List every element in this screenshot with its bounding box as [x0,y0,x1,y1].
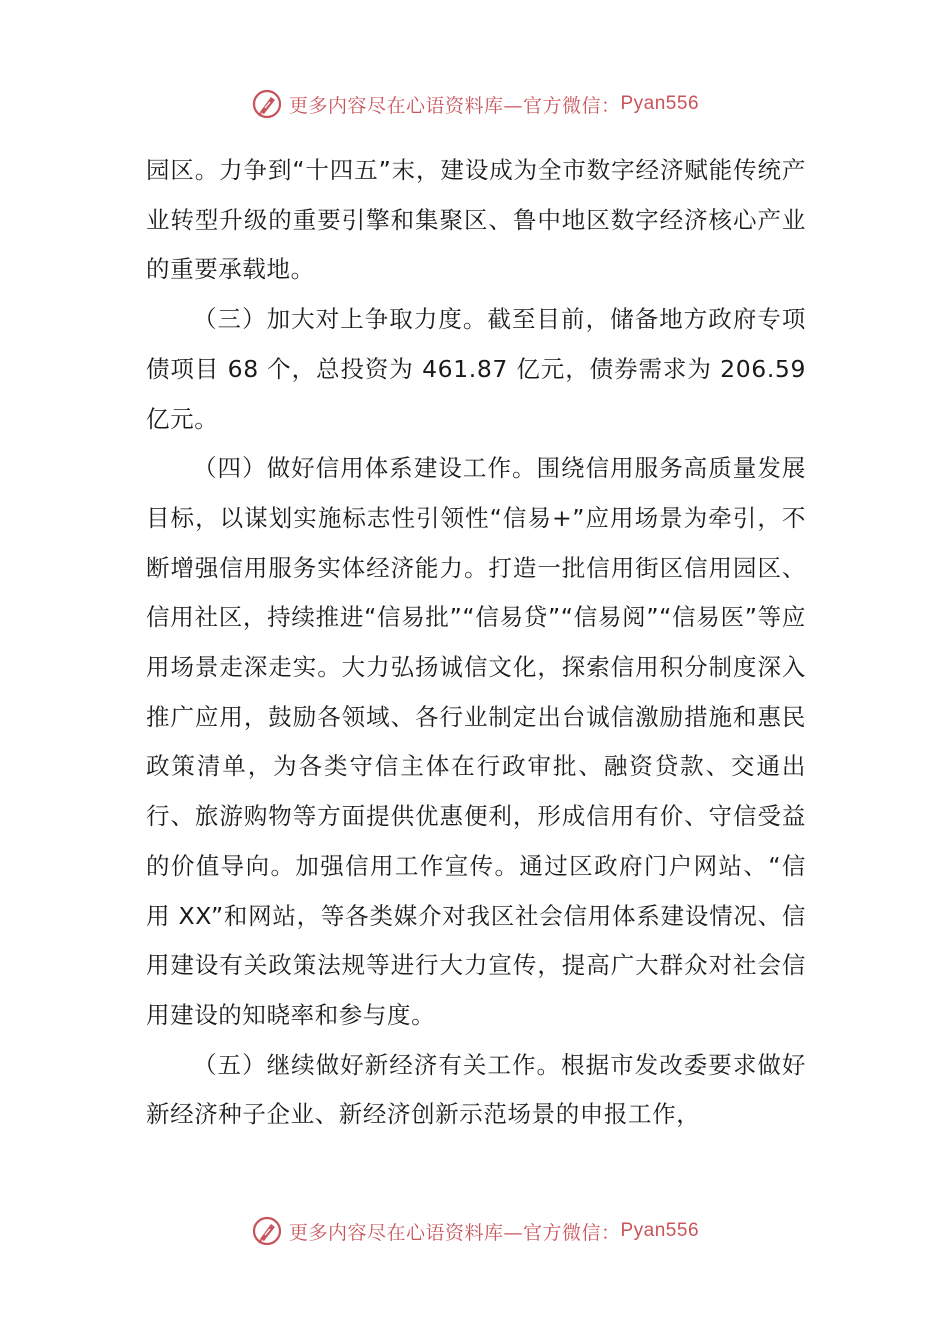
header-banner-text: 更多内容尽在心语资料库—官方微信： [288,94,621,117]
paragraph-4: （五）继续做好新经济有关工作。根据市发改委要求做好新经济种子企业、新经济创新示范场景的申报工作， [146,1050,806,1129]
header-banner [0,84,950,124]
footer-banner [0,1211,950,1251]
pen-nib-logo-icon [251,1215,283,1247]
footer-banner-text: 更多内容尽在心语资料库—官方微信： [288,1221,621,1244]
pen-nib-logo-icon [251,88,283,120]
paragraph-1: 园区。力争到“十四五”末，建设成为全市数字经济赋能传统产业转型升级的重要引擎和集聚区、鲁中地区数字经济核心产业的重要承载地。 [146,156,806,284]
header-banner-wechat-id: Pyan556 [620,93,700,114]
paragraph-2: （三）加大对上争取力度。截至目前，储备地方政府专项债项目 68 个，总投资为 461.87 亿元，债券需求为 206.59 亿元。 [146,305,806,433]
paragraph-3: （四）做好信用体系建设工作。围绕信用服务高质量发展目标，以谋划实施标志性引领性“信易+”应用场景为牵引，不断增强信用服务实体经济能力。打造一批信用街区信用园区、信用社区，持续推进“信易批”“信易贷”“信易阅”“信易医”等应用场景走深走实。大力弘扬诚信文化，探索信用积分制度深入推广应用，鼓励各领域、各行业制定出台诚信激励措施和惠民政策清单，为各类守信主体在行政审批、融资贷款、交通出行、旅游购物等方面提供优惠便利，形成信用有价、守信受益的价值导向。加强信用工作宣传。通过区政府门户网站、“信用 XX”和网站，等各类媒介对我区社会信用体系建设情况、信用建设有关政策法规等进行大力宣传，提高广大群众对社会信用建设的知晓率和参与度。 [146,454,806,1029]
document-body [146,146,806,1140]
footer-banner-wechat-id: Pyan556 [620,1220,700,1241]
